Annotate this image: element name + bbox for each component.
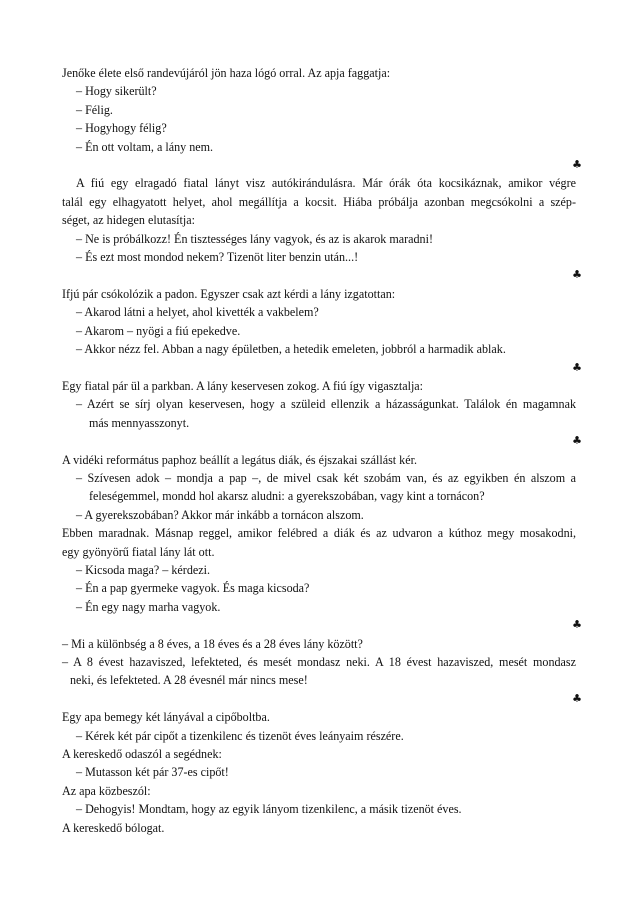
text-line: – Dehogyis! Mondtam, hogy az egyik lányom tizenkilenc, a másik tizenöt éves. [76,802,462,817]
text-line: feleségemmel, mondd hol akarsz aludni: a gyerekszobában, vagy kint a tornácon? [89,489,485,504]
text-line: – A 8 évest hazaviszed, lefekteted, és mesét mondasz neki. A 18 évest hazaviszed, mesét mondasz [62,655,576,669]
text-line: – Hogyhogy félig? [76,121,167,136]
text-line: – Szívesen adok – mondja a pap –, de mivel csak két szobám van, és az egyikben én alszom a [76,470,576,485]
text-line: Egy apa bemegy két lányával a cipőboltba. [62,710,270,725]
text-line: Egy fiatal pár ül a parkban. A lány keservesen zokog. A fiú így vigasztalja: [62,378,424,393]
text-line: talál egy elhagyatott helyet, ahol megállítja a kocsit. Hiába próbálja azonban megcsókolni a szép- [62,194,576,209]
text-line: – Mutasson két pár 37-es cipőt! [76,765,229,780]
text-line: – Azért se sírj olyan keservesen, hogy a szüleid ellenzik a házasságunkat. Találok én magamnak [76,397,576,412]
section-separator [62,616,582,634]
text-line: – Én ott voltam, a lány nem. [76,139,214,154]
text-line: – Akarom – nyögi a fiú epekedve. [76,323,241,338]
club-icon: ♣ [572,268,582,282]
text-line: – Mi a különbség a 8 éves, a 18 éves és a 28 éves lány között? [62,636,363,651]
text-line: Jenőke élete első randevújáról jön haza lógó orral. Az apja faggatja: [62,66,391,80]
text-line: – Hogy sikerült? [76,84,157,99]
text-line: A fiú egy elragadó fiatal lányt visz autókirándulásra. Már órák óta kocsikáznak, amikor végre [76,176,576,191]
text-line: Az apa közbeszól: [62,783,151,798]
text-line: – Én a pap gyermeke vagyok. És maga kicsoda? [76,581,310,596]
section-separator [62,156,582,174]
text-line: – Akkor nézz fel. Abban a nagy épületben, a hetedik emeleten, jobbról a harmadik ablak. [76,342,506,357]
text-line: – Ne is próbálkozz! Én tisztességes lány vagyok, és az is akarok maradni! [76,231,433,246]
text-line: – Kicsoda maga? – kérdezi. [76,562,210,577]
club-icon: ♣ [572,360,582,374]
text-line: – Akarod látni a helyet, ahol kivették a vakbelem? [76,305,319,320]
section-separator [62,432,582,450]
club-icon: ♣ [572,158,582,172]
text-line: séget, az hidegen elutasítja: [62,213,195,228]
text-line: – Kérek két pár cipőt a tizenkilenc és tizenöt éves leányaim részére. [76,728,404,743]
section-separator [62,690,582,708]
text-line: egy gyönyörű fiatal lány lát ott. [62,544,215,559]
text-line: – És ezt most mondod nekem? Tizenöt liter benzin után...! [76,250,359,265]
text-line: A vidéki református paphoz beállít a legátus diák, és éjszakai szállást kér. [62,452,417,467]
document-page [62,64,582,837]
section-separator [62,359,582,377]
text-line: – Én egy nagy marha vagyok. [76,599,221,614]
text-line: más mennyasszonyt. [89,415,190,430]
club-icon: ♣ [572,691,582,705]
club-icon: ♣ [572,434,582,448]
text-line: neki, és lefekteted. A 28 évesnél már nincs mese! [70,673,308,688]
club-icon: ♣ [572,618,582,632]
text-line: A kereskedő bólogat. [62,820,165,835]
text-line: Ebben maradnak. Másnap reggel, amikor felébred a diák és az udvaron a kúthoz megy mosakodni, [62,526,576,541]
text-line: A kereskedő odaszól a segédnek: [62,747,222,762]
text-line: – Félig. [76,102,113,117]
text-line: – A gyerekszobában? Akkor már inkább a tornácon alszom. [76,507,364,522]
section-separator [62,266,582,284]
text-line: Ifjú pár csókolózik a padon. Egyszer csak azt kérdi a lány izgatottan: [62,286,396,301]
